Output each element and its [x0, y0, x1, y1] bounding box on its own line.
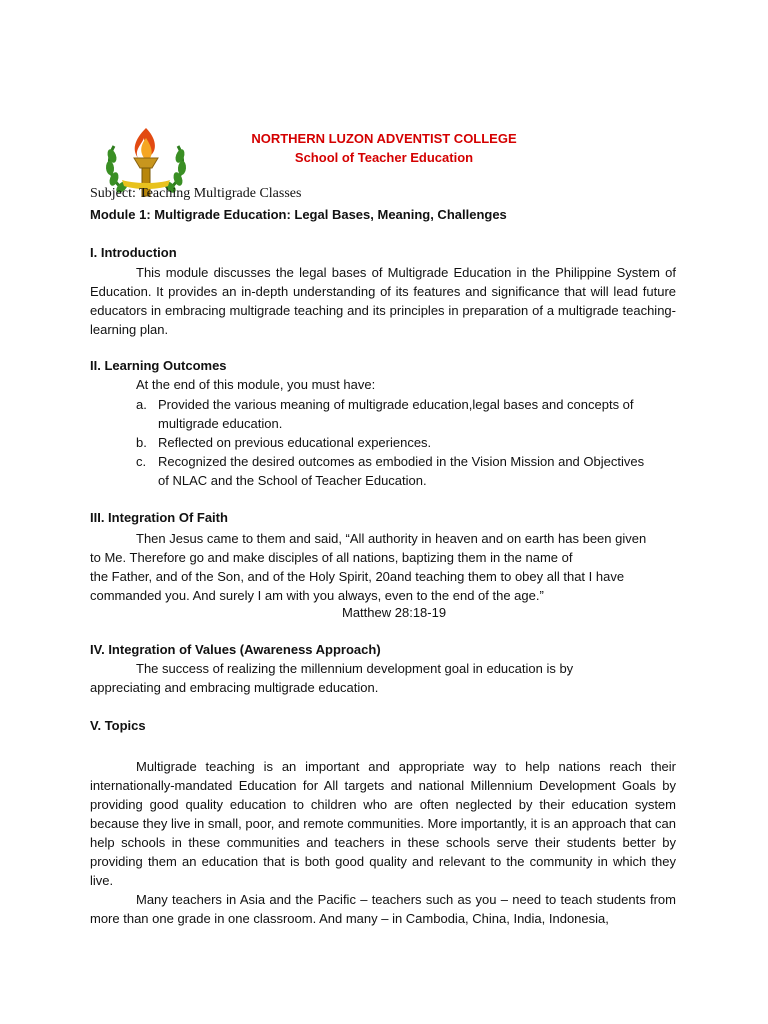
- verse-line: to Me. Therefore go and make disciples of all nations, baptizing them in the name of: [90, 550, 573, 565]
- introduction-paragraph: [90, 263, 676, 339]
- section-heading-values: IV. Integration of Values (Awareness Approach): [90, 642, 381, 657]
- introduction-text: This module discusses the legal bases of Multigrade Education in the Philippine System of Education. It provides an in-depth understanding of its features and significance that will lead future educators in embracing multigrade teaching and its principles in preparation of a multigrade teaching-learning plan.: [90, 265, 676, 337]
- verse-reference: Matthew 28:18-19: [342, 605, 447, 620]
- values-line: The success of realizing the millennium development goal in education is by: [136, 661, 574, 676]
- verse-line: the Father, and of the Son, and of the Holy Spirit, 20and teaching them to obey all that I have: [90, 569, 625, 584]
- outcomes-list: [136, 395, 644, 490]
- list-item-line: of NLAC and the School of Teacher Education.: [158, 473, 427, 488]
- list-item-line: Provided the various meaning of multigrade education,legal bases and concepts of: [158, 397, 634, 412]
- module-title: Module 1: Multigrade Education: Legal Bases, Meaning, Challenges: [90, 207, 507, 222]
- verse-line: Then Jesus came to them and said, “All authority in heaven and on earth has been given: [136, 531, 647, 546]
- list-item-line: Recognized the desired outcomes as embodied in the Vision Mission and Objectives: [158, 454, 645, 469]
- list-letter: c.: [136, 454, 147, 469]
- list-item: [136, 395, 644, 433]
- list-letter: a.: [136, 397, 147, 412]
- topics-text: Many teachers in Asia and the Pacific – teachers such as you – need to teach students from more than one grade in one classroom. And many – in Cambodia, China, India, Indonesia,: [90, 892, 676, 926]
- topics-text: Multigrade teaching is an important and appropriate way to help nations reach their internationally-mandated Education for All targets and national Millennium Development Goals by providing good quality education to children who are often neglected by their education system because they live in small, poor, and remote communities. More importantly, it is an approach that can help schools in these communities and teachers in these schools serve their students better by providing them an education that is both good quality and relevant to the community in which they live.: [90, 759, 676, 888]
- bible-verse: [90, 529, 690, 605]
- section-heading-faith: III. Integration Of Faith: [90, 510, 228, 525]
- list-item: [136, 433, 644, 452]
- list-item-line: Reflected on previous educational experiences.: [158, 435, 432, 450]
- college-name: NORTHERN LUZON ADVENTIST COLLEGE: [251, 131, 517, 146]
- school-name: School of Teacher Education: [294, 150, 474, 165]
- section-heading-introduction: I. Introduction: [90, 245, 177, 260]
- subject-line: Subject: Teaching Multigrade Classes: [90, 186, 302, 201]
- outcomes-lead: At the end of this module, you must have:: [136, 377, 376, 392]
- list-item: [136, 452, 644, 490]
- section-heading-outcomes: II. Learning Outcomes: [90, 358, 227, 373]
- list-letter: b.: [136, 435, 147, 450]
- section-heading-topics: V. Topics: [90, 718, 146, 733]
- verse-line: commanded you. And surely I am with you always, even to the end of the age.”: [90, 588, 544, 603]
- topics-paragraph: [90, 757, 676, 928]
- list-item-line: multigrade education.: [158, 416, 283, 431]
- values-line: appreciating and embracing multigrade education.: [90, 680, 379, 695]
